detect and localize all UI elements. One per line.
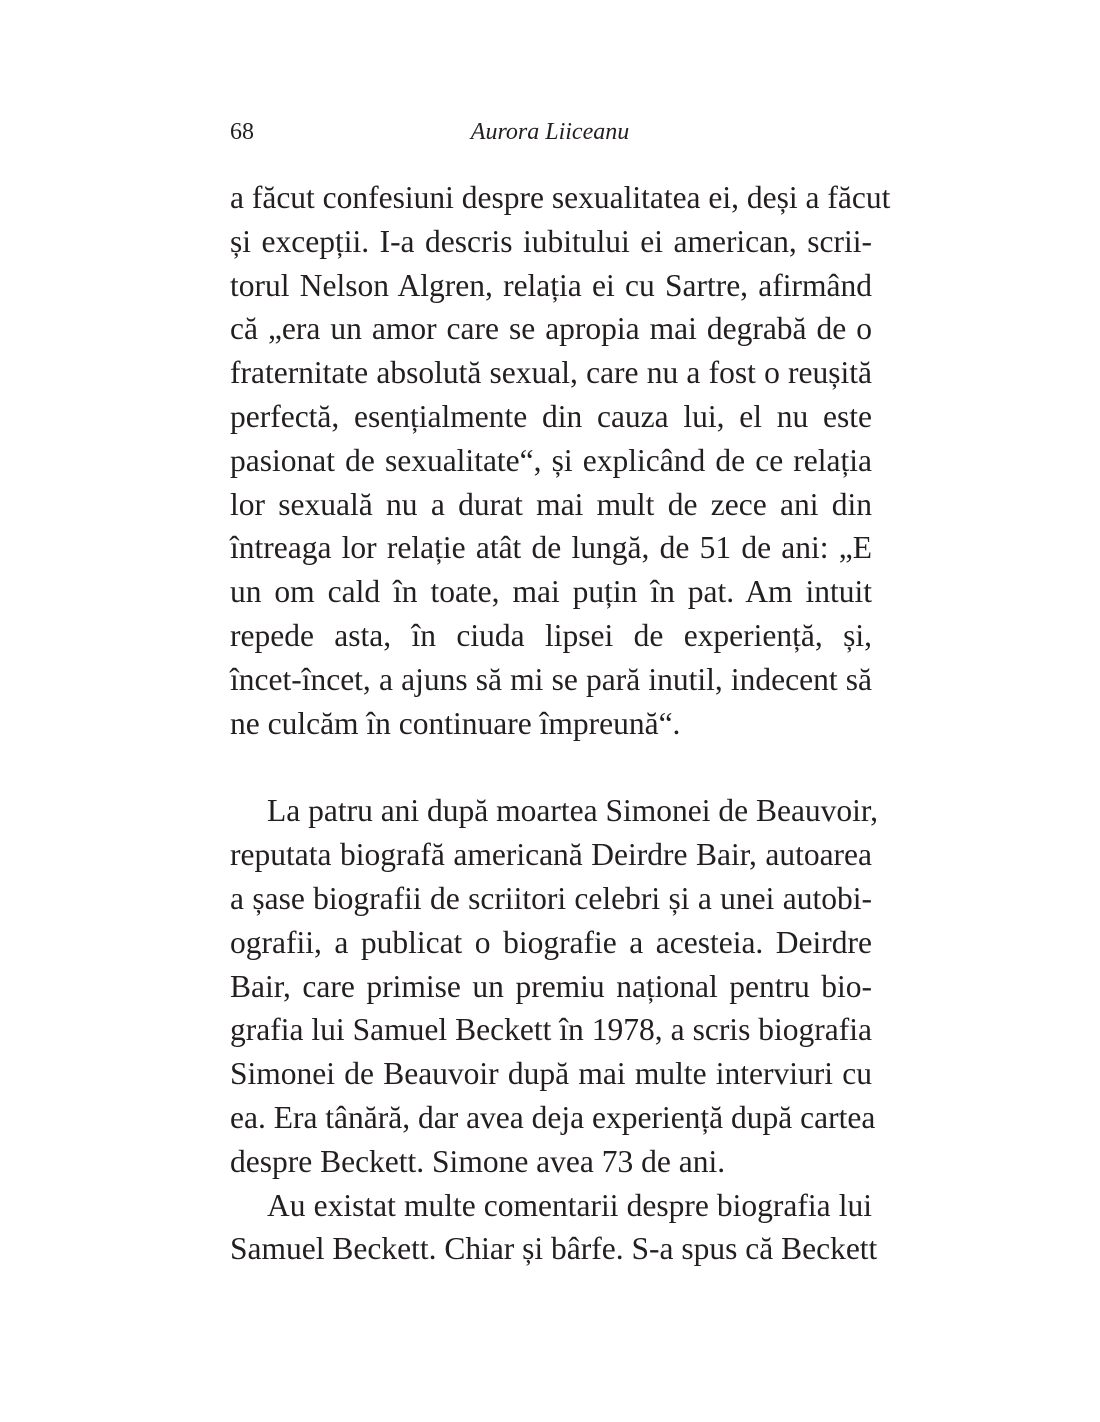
text-line: repede asta, în ciuda lipsei de experiență, și,: [230, 617, 872, 653]
text-line: un om cald în toate, mai puțin în pat. Am intuit: [230, 574, 872, 610]
text-line: perfectă, esențialmente din cauza lui, el nu este: [230, 398, 872, 434]
text-line: torul Nelson Algren, relația ei cu Sartre, afirmând: [230, 267, 872, 303]
text-line: reputata biografă americană Deirdre Bair, autoarea: [230, 837, 872, 873]
text-line: Au existat multe comentarii despre biografia lui: [267, 1187, 872, 1223]
paragraph-beckett: [230, 1184, 878, 1272]
body-text: [230, 176, 891, 1271]
text-line: a făcut confesiuni despre sexualitatea ei, deși a făcut: [230, 180, 891, 215]
text-line: ografii, a publicat o biografie a acesteia. Deirdre: [230, 924, 872, 960]
text-line: încet-încet, a ajuns să mi se pară inutil, indecent să: [230, 661, 872, 697]
text-line: a șase biografii de scriitori celebri și a unei autobi-: [230, 880, 872, 916]
text-line: fraternitate absolută sexual, care nu a fost o reușită: [230, 355, 872, 391]
text-line: Samuel Beckett. Chiar și bârfe. S-a spus că Beckett: [230, 1231, 878, 1267]
text-line: că „era un amor care se apropia mai degrabă de o: [230, 311, 872, 347]
text-line: La patru ani după moartea Simonei de Beauvoir,: [267, 793, 879, 829]
text-line: Simonei de Beauvoir după mai multe interviuri cu: [230, 1056, 872, 1092]
text-line: lor sexuală nu a durat mai mult de zece ani din: [230, 486, 872, 522]
page-number: 68: [230, 119, 254, 145]
section-break: [230, 745, 872, 789]
header-author: Aurora Liiceanu: [470, 119, 630, 145]
text-line: și excepții. I-a descris iubitului ei american, scrii-: [230, 223, 872, 259]
text-line: grafia lui Samuel Beckett în 1978, a scris biografia: [230, 1012, 872, 1048]
text-line: ne culcăm în continuare împreună“.: [230, 705, 681, 741]
paragraph-bair: [230, 789, 879, 1183]
text-line: pasionat de sexualitate“, și explicând de ce relația: [230, 442, 872, 478]
paragraph-continuation: [230, 176, 891, 745]
running-head: [230, 114, 870, 150]
text-line: despre Beckett. Simone avea 73 de ani.: [230, 1143, 726, 1179]
text-line: întreaga lor relație atât de lungă, de 51 de ani: „E: [230, 530, 872, 566]
text-line: ea. Era tânără, dar avea deja experiență după cartea: [230, 1099, 876, 1135]
text-line: Bair, care primise un premiu național pentru bio-: [230, 968, 872, 1004]
